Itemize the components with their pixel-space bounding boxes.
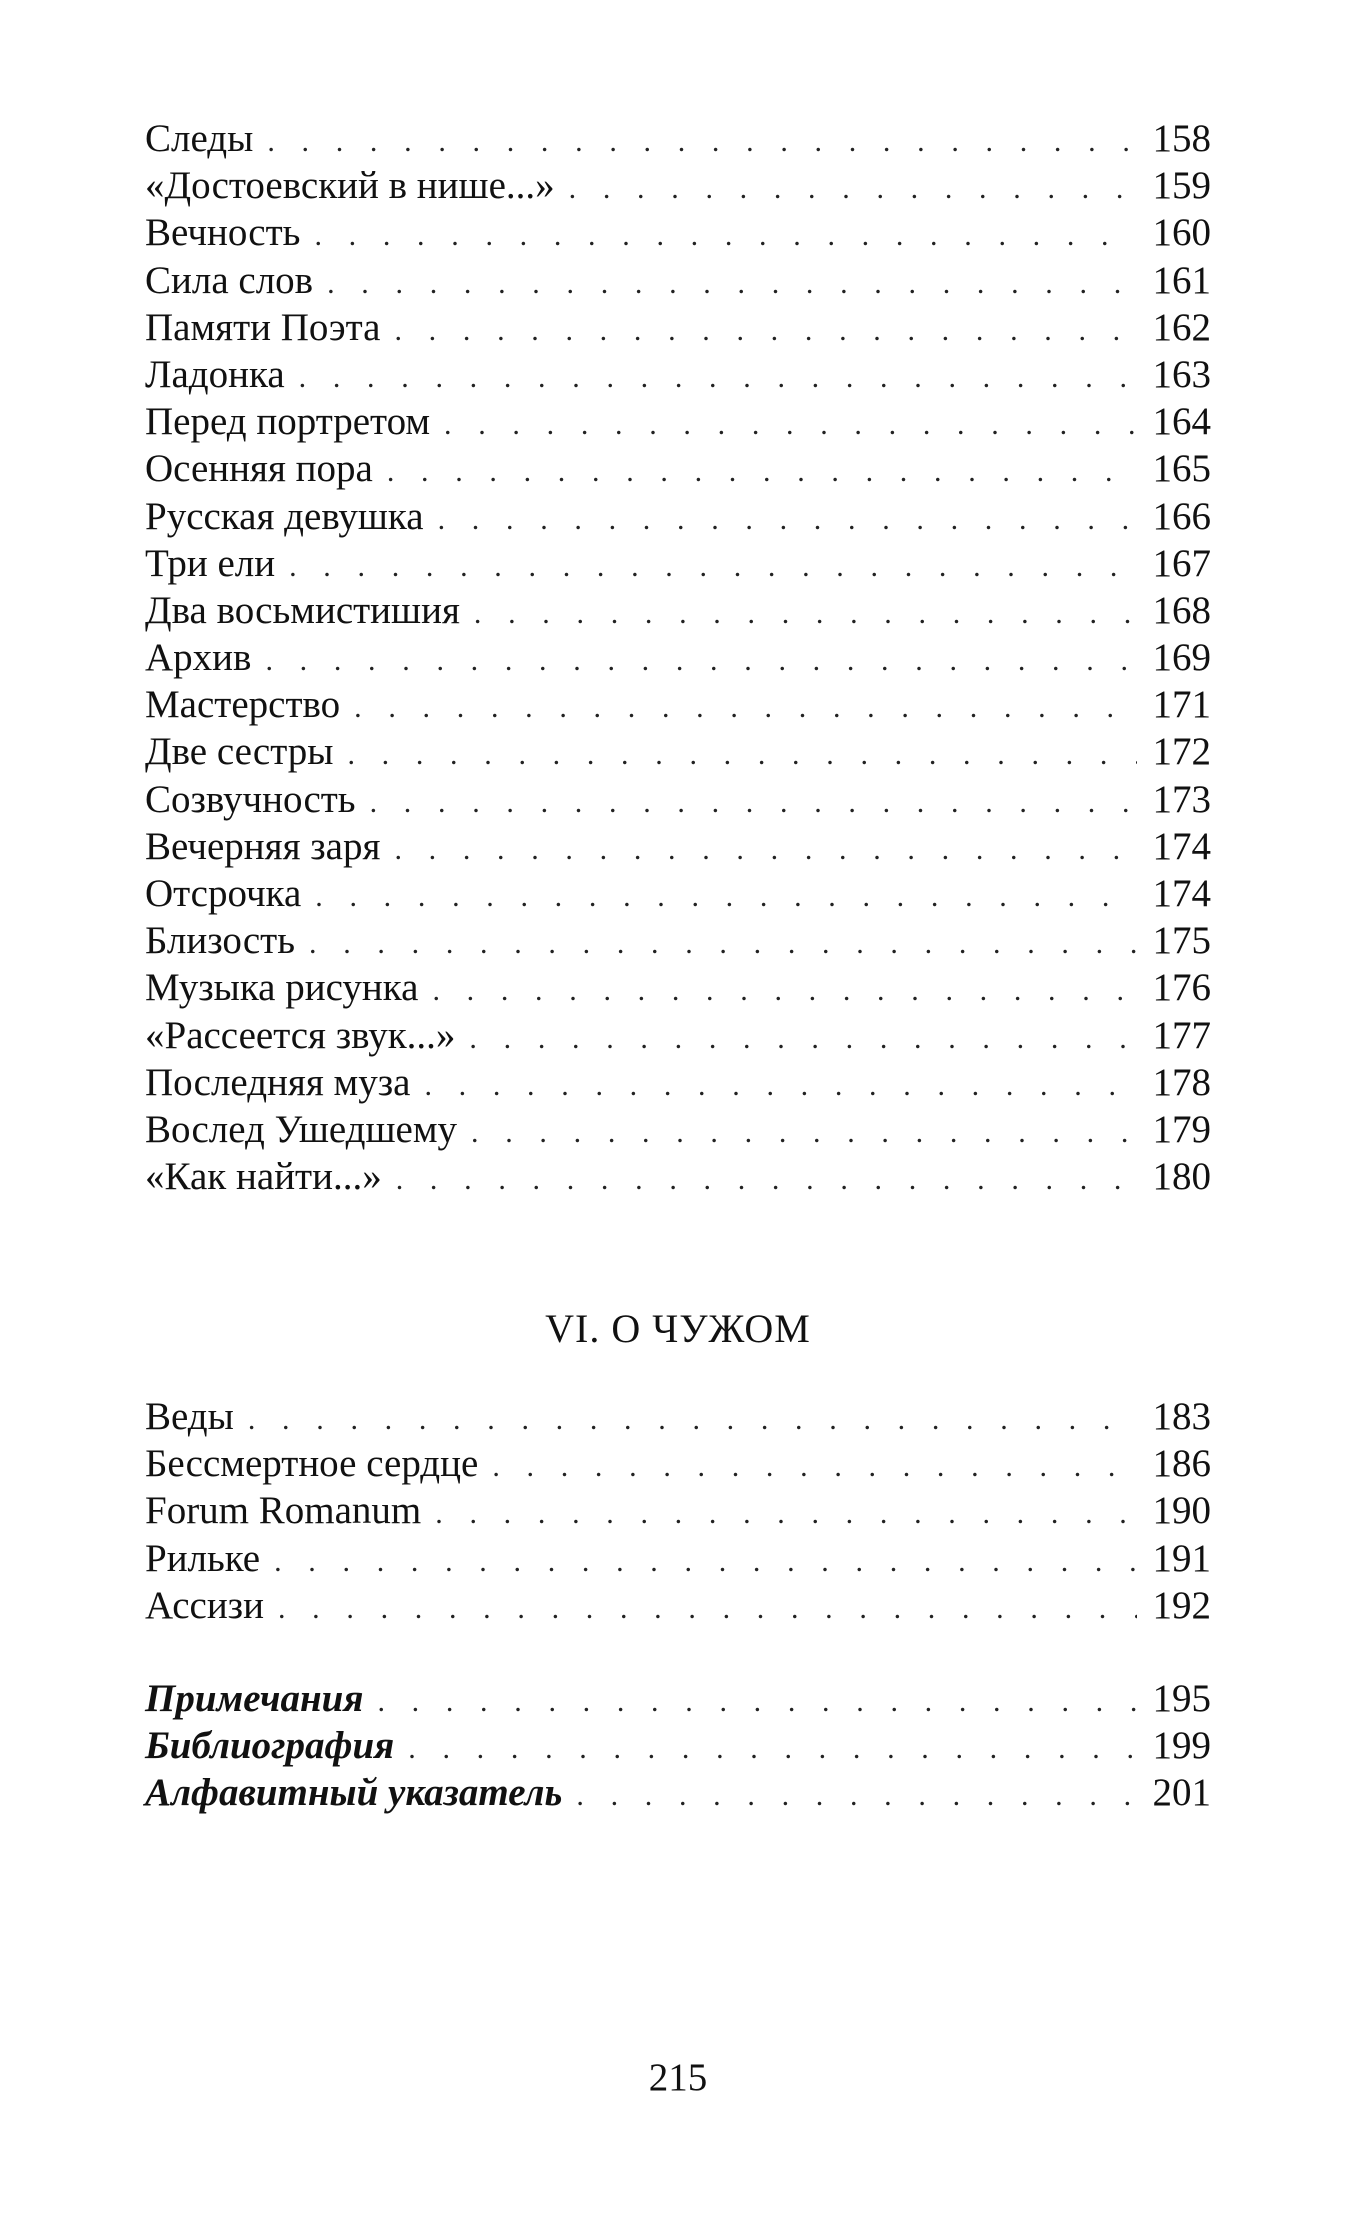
toc-entry-page: 190 — [1152, 1489, 1211, 1533]
toc-entry — [145, 1535, 1211, 1582]
toc-entry — [145, 681, 1211, 728]
toc-entry-page: 180 — [1152, 1155, 1211, 1199]
toc-entry-title: Веды — [145, 1395, 234, 1438]
toc-entry-page: 186 — [1152, 1442, 1211, 1486]
toc-entry-title: Два восьмистишия — [145, 588, 460, 632]
toc-entry-page: 162 — [1152, 305, 1211, 349]
toc-entry — [145, 1722, 1211, 1769]
toc-list-appendix — [145, 1675, 1211, 1817]
toc-entry-page: 163 — [1152, 352, 1211, 396]
toc-entry-title: Архив — [145, 636, 252, 680]
dot-leader — [267, 118, 1137, 165]
dot-leader — [299, 354, 1137, 401]
toc-entry-title: Перед портретом — [145, 400, 431, 444]
toc-entry-page: 177 — [1152, 1013, 1211, 1057]
dot-leader — [471, 1109, 1137, 1156]
toc-entry — [145, 304, 1211, 351]
toc-entry-page: 161 — [1152, 258, 1211, 302]
toc-entry-page: 169 — [1152, 636, 1211, 680]
toc-entry — [145, 1153, 1211, 1200]
toc-entry-page: 172 — [1152, 730, 1211, 774]
toc-entry-title: Следы — [145, 117, 254, 160]
toc-entry-title: Близость — [145, 919, 296, 963]
toc-entry-title: Осенняя пора — [145, 447, 373, 491]
toc-entry — [145, 540, 1211, 587]
toc-entry-page: 183 — [1152, 1395, 1211, 1438]
toc-entry — [145, 1059, 1211, 1106]
toc-entry-title: Памяти Поэта — [145, 305, 381, 349]
dot-leader — [327, 260, 1137, 307]
toc-entry-title: Вечерняя заря — [145, 824, 381, 868]
toc-entry-title: Мастерство — [145, 683, 341, 727]
dot-leader — [408, 1725, 1137, 1772]
toc-entry — [145, 587, 1211, 634]
toc-entry — [145, 209, 1211, 256]
toc-entry-title: Сила слов — [145, 258, 314, 302]
dot-leader — [347, 731, 1137, 778]
dot-leader — [492, 1443, 1137, 1490]
toc-entry-page: 167 — [1152, 541, 1211, 585]
dot-leader — [394, 826, 1137, 873]
toc-entry-page: 175 — [1152, 919, 1211, 963]
toc-entry-page: 174 — [1152, 872, 1211, 915]
dot-leader — [278, 1585, 1137, 1632]
toc-entry — [145, 1769, 1211, 1816]
toc-entry-title: Три ели — [145, 541, 276, 585]
toc-entry-title: Forum Romanum — [145, 1489, 422, 1533]
dot-leader — [469, 1015, 1137, 1062]
toc-entry-title: «Как найти...» — [145, 1155, 382, 1199]
toc-entry-page: 201 — [1152, 1771, 1211, 1815]
toc-list-part1 — [145, 115, 1211, 1200]
toc-entry-page: 174 — [1152, 824, 1211, 868]
toc-entry — [145, 493, 1211, 540]
toc-entry-page: 166 — [1152, 494, 1211, 538]
toc-entry-title: «Рассеется звук...» — [145, 1013, 456, 1057]
toc-entry-page: 171 — [1152, 683, 1211, 727]
toc-entry — [145, 1393, 1211, 1440]
toc-entry-title: Рильке — [145, 1536, 261, 1580]
toc-entry — [145, 634, 1211, 681]
toc-entry-page: 176 — [1152, 966, 1211, 1010]
toc-entry — [145, 257, 1211, 304]
toc-entry — [145, 1487, 1211, 1534]
dot-leader — [289, 543, 1137, 590]
section-heading: VI. О ЧУЖОМ — [545, 1306, 811, 1351]
dot-leader — [354, 684, 1137, 731]
dot-leader — [444, 401, 1137, 448]
dot-leader — [265, 637, 1137, 684]
toc-entry — [145, 1675, 1211, 1722]
toc-entry-page: 199 — [1152, 1724, 1211, 1768]
toc-entry — [145, 917, 1211, 964]
dot-leader — [432, 967, 1137, 1014]
toc-entry-page: 160 — [1152, 211, 1211, 255]
toc-entry-page: 165 — [1152, 447, 1211, 491]
toc-entry-title: Ладонка — [145, 352, 285, 396]
toc-entry — [145, 162, 1211, 209]
toc-entry-title: Две сестры — [145, 730, 334, 774]
toc-entry-title: Алфавитный указатель — [145, 1771, 563, 1815]
dot-leader — [274, 1538, 1137, 1585]
toc-list-part2 — [145, 1393, 1211, 1629]
toc-entry-title: Ассизи — [145, 1583, 264, 1627]
dot-leader — [424, 1062, 1137, 1109]
dot-leader — [435, 1490, 1137, 1537]
toc-entry-title: Вослед Ушедшему — [145, 1107, 458, 1151]
toc-entry — [145, 1582, 1211, 1629]
toc-entry-page: 191 — [1152, 1536, 1211, 1580]
dot-leader — [474, 590, 1137, 637]
toc-entry-page: 173 — [1152, 777, 1211, 821]
toc-entry-title: Последняя муза — [145, 1060, 411, 1104]
dot-leader — [576, 1772, 1137, 1819]
toc-entry — [145, 728, 1211, 775]
toc-entry-page: 159 — [1152, 164, 1211, 208]
toc-entry — [145, 445, 1211, 492]
toc-entry — [145, 964, 1211, 1011]
dot-leader — [396, 1156, 1137, 1203]
toc-entry-page: 192 — [1152, 1583, 1211, 1627]
toc-entry — [145, 398, 1211, 445]
toc-entry-title: Созвучность — [145, 777, 356, 821]
toc-entry-page: 178 — [1152, 1060, 1211, 1104]
toc-entry-title: Бессмертное сердце — [145, 1442, 479, 1486]
toc-entry-title: Русская девушка — [145, 494, 424, 538]
toc-entry — [145, 351, 1211, 398]
toc-entry — [145, 115, 1211, 162]
toc-entry-title: Библиография — [145, 1724, 395, 1768]
dot-leader — [377, 1678, 1137, 1725]
toc-entry-page: 179 — [1152, 1107, 1211, 1151]
toc-entry — [145, 1440, 1211, 1487]
dot-leader — [314, 212, 1137, 259]
toc-entry-page: 158 — [1152, 117, 1211, 160]
dot-leader — [387, 448, 1137, 495]
dot-leader — [438, 496, 1137, 543]
dot-leader — [309, 920, 1137, 967]
dot-leader — [370, 779, 1137, 826]
toc-entry — [145, 1012, 1211, 1059]
dot-leader — [569, 165, 1137, 212]
toc-entry — [145, 1106, 1211, 1153]
toc-entry-title: Вечность — [145, 211, 301, 255]
dot-leader — [248, 1396, 1137, 1443]
toc-entry-page: 164 — [1152, 400, 1211, 444]
dot-leader — [394, 307, 1137, 354]
toc-entry-title: «Достоевский в нише...» — [145, 164, 555, 208]
dot-leader — [315, 873, 1137, 920]
toc-entry-page: 168 — [1152, 588, 1211, 632]
toc-entry-page: 195 — [1152, 1677, 1211, 1720]
toc-entry — [145, 823, 1211, 870]
page-number: 215 — [648, 2056, 708, 2099]
toc-entry-title: Музыка рисунка — [145, 966, 419, 1010]
toc-entry-title: Примечания — [145, 1677, 364, 1720]
toc-entry — [145, 870, 1211, 917]
toc-entry — [145, 776, 1211, 823]
toc-entry-title: Отсрочка — [145, 872, 302, 915]
